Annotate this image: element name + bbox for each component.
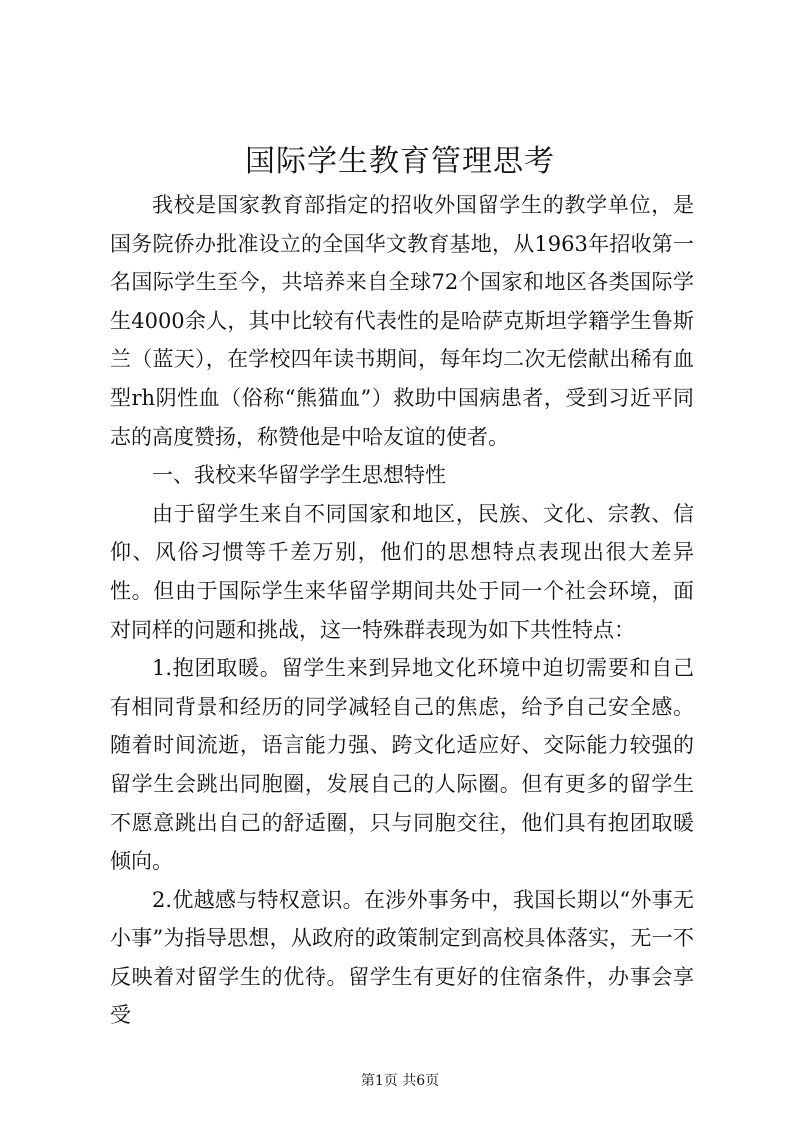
paragraph-intro: 我校是国家教育部指定的招收外国留学生的教学单位，是国务院侨办批准设立的全国华文教育基地，从1963年招收第一名国际学生至今，共培养来自全球72个国家和地区各类国际学生4000余人，其中比较有代表性的是哈萨克斯坦学籍学生鲁斯兰（蓝天），在学校四年读书期间，每年均二次无偿献出稀有血型rh阴性血（俗称“熊猫血”）救助中国病患者，受到习近平同志的高度赞扬，称赞他是中哈友谊的使者。 xyxy=(110,193,694,449)
document-body xyxy=(110,186,694,1035)
paragraph-point-1: 1.抱团取暖。留学生来到异地文化环境中迫切需要和自己有相同背景和经历的同学减轻自己的焦虑，给予自己安全感。随着时间流逝，语言能力强、跨文化适应好、交际能力较强的留学生会跳出同胞圈，发展自己的人际圈。但有更多的留学生不愿意跳出自己的舒适圈，只与同胞交往，他们具有抱团取暖倾向。 xyxy=(110,656,694,874)
document-title: 国际学生教育管理思考 xyxy=(245,144,555,179)
paragraph-characteristics: 由于留学生来自不同国家和地区，民族、文化、宗教、信仰、风俗习惯等千差万别，他们的思想特点表现出很大差异性。但由于国际学生来华留学期间共处于同一个社会环境，面对同样的问题和挑战，这一特殊群表现为如下共性特点： xyxy=(110,501,694,642)
section-heading: 一、我校来华留学学生思想特性 xyxy=(152,463,446,488)
paragraph-point-2: 2.优越感与特权意识。在涉外事务中，我国长期以“外事无小事”为指导思想，从政府的政策制定到高校具体落实，无一不反映着对留学生的优待。留学生有更好的住宿条件，办事会享受 xyxy=(110,887,694,1028)
page-number-footer: 第1页 共6页 xyxy=(360,1073,440,1089)
